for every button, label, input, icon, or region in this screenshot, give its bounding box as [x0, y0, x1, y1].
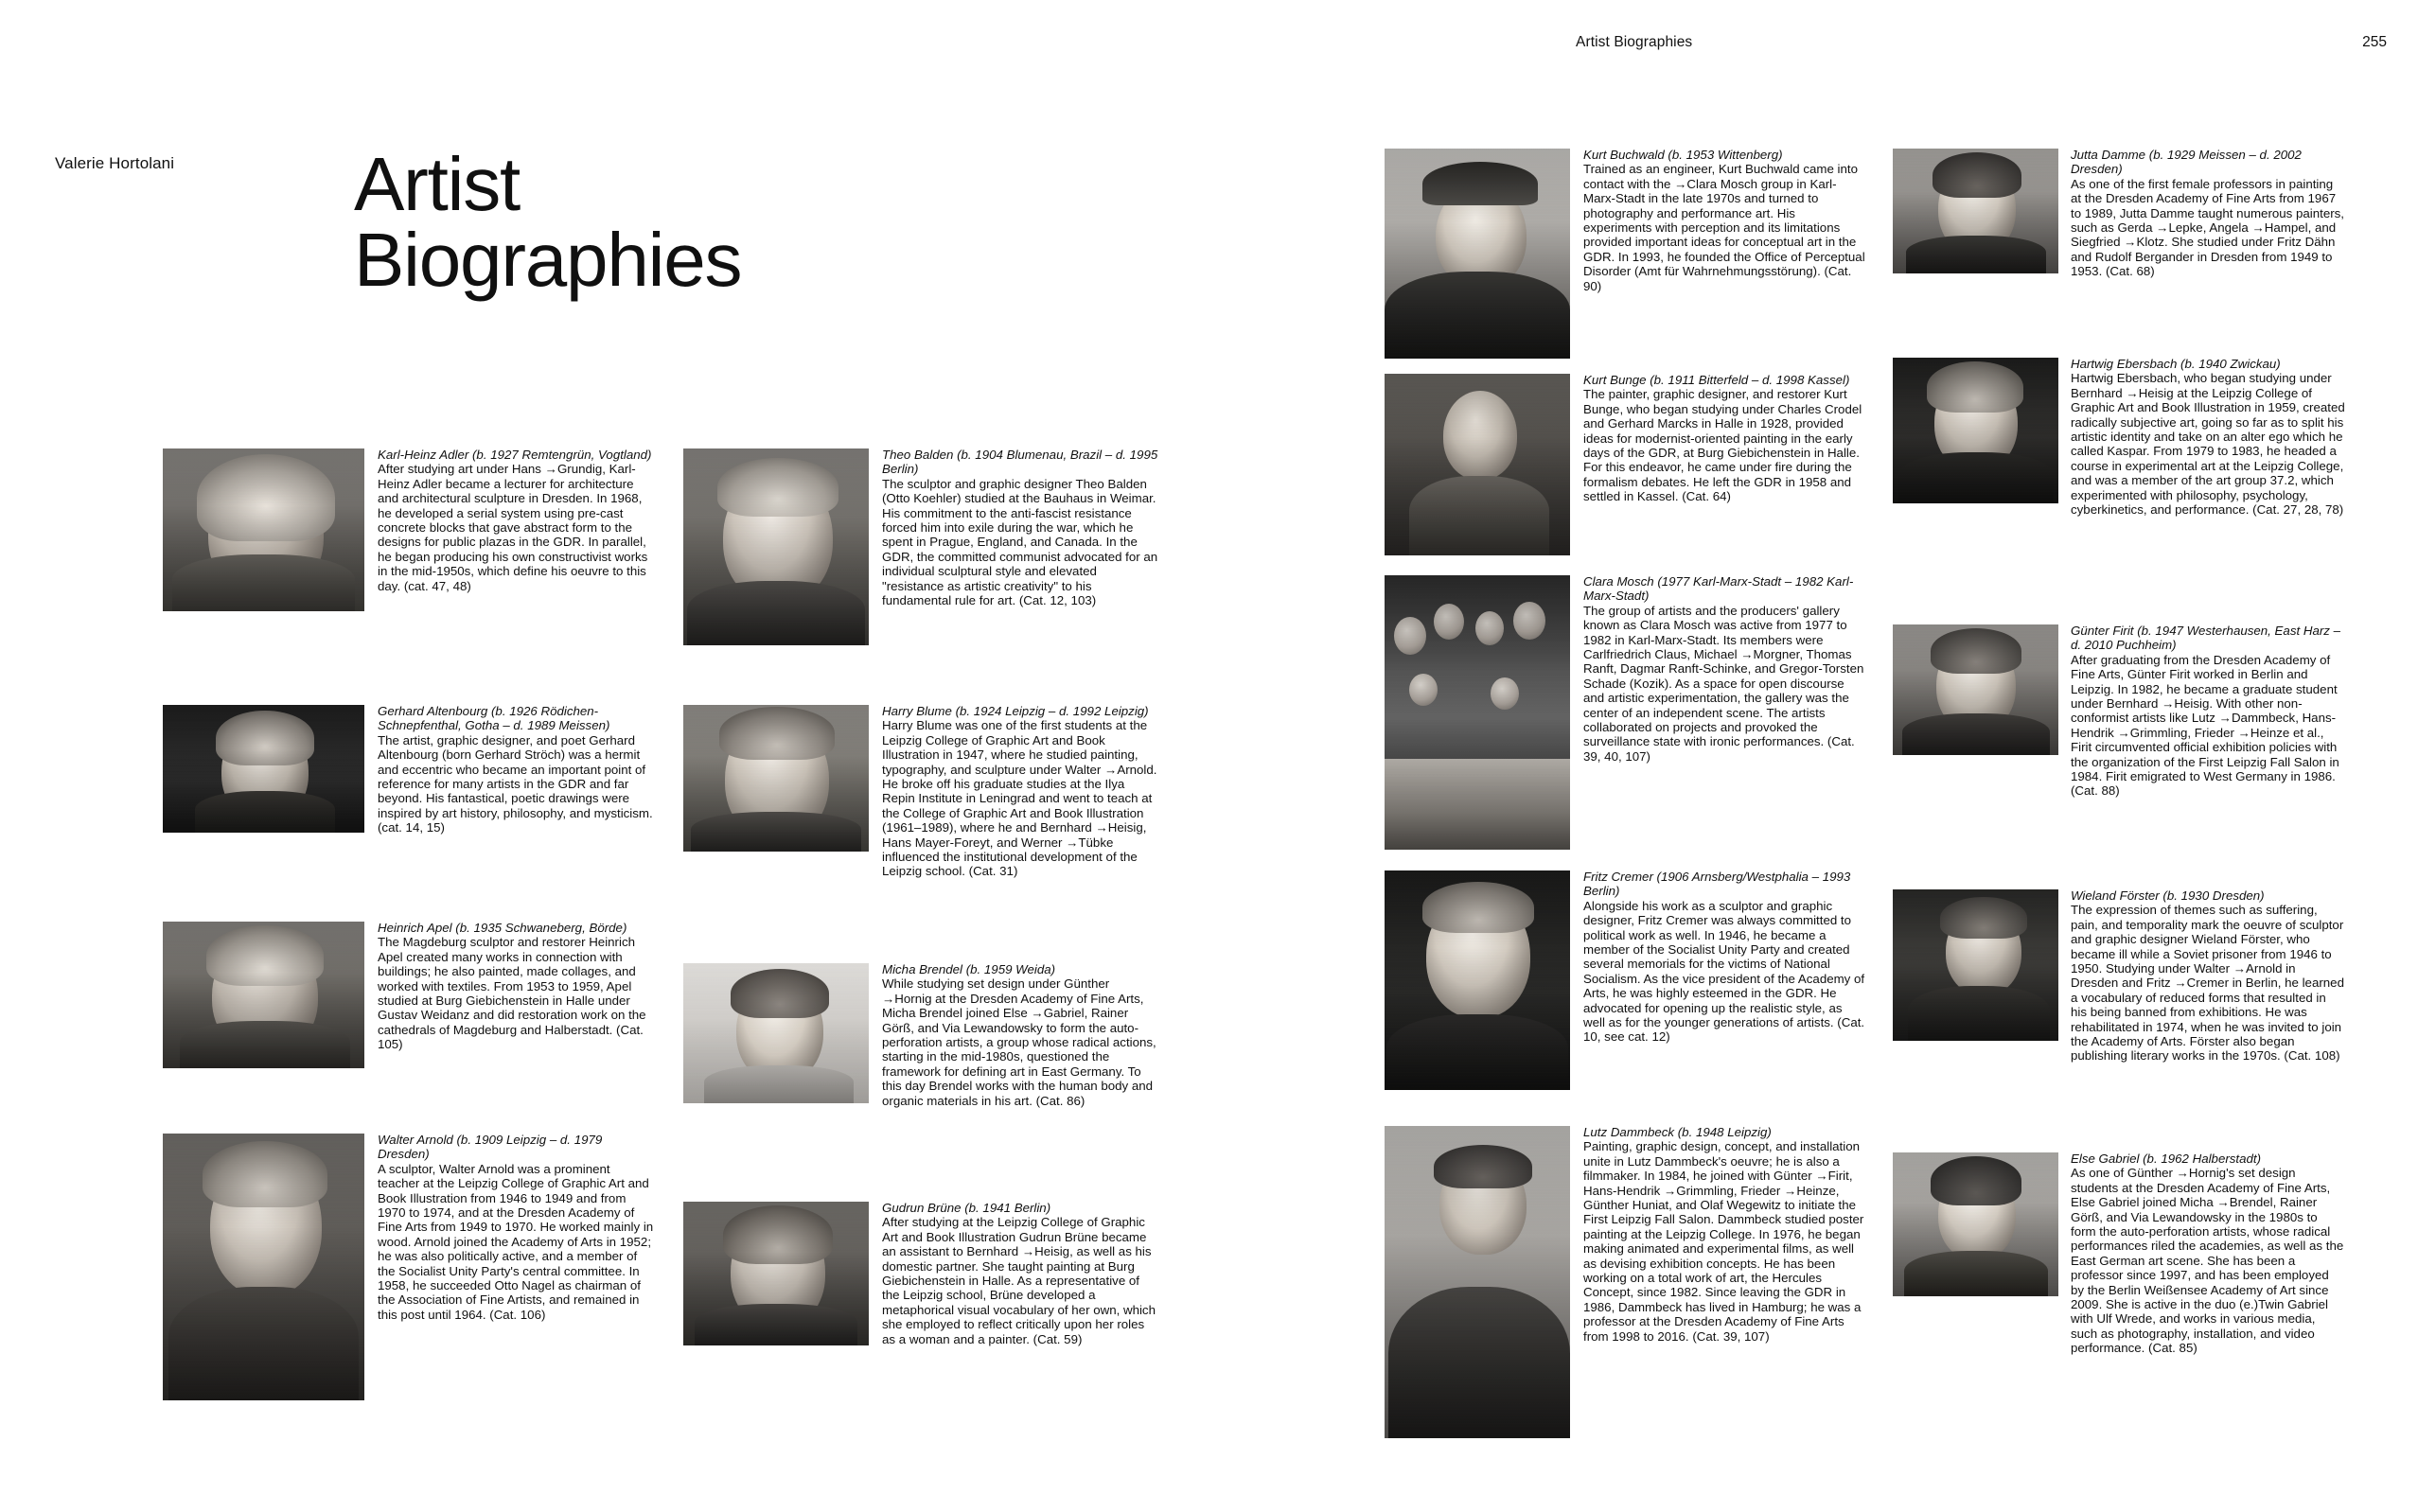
biography-body: Trained as an engineer, Kurt Buchwald came into contact with the →Clara Mosch group in Karl-Marx-Stadt in the late 1970s and turned to photography and performance art. His experiments with perception and its limitations provided important ideas for conceptual art in the GDR. In 1993, he founded the Office of Perceptual Disorder (Amt für Wahrnehmungsstörung). (Cat. 90) — [1583, 162, 1865, 293]
biography-heading: Jutta Damme (b. 1929 Meissen – d. 2002 Dresden) — [2071, 148, 2302, 177]
biography-body: While studying set design under Günther →Hornig at the Dresden Academy of Fine Arts, Micha Brendel joined Else →Gabriel, Rainer Görß, and Via Lewandowsky to form the auto-perforation artists, a group whose radical actions, starting in the mid-1980s, questioned the framework for defining art in East Germany. To this day Brendel works with the human body and organic materials in his art. (Cat. 86) — [882, 976, 1156, 1108]
biography-heading: Micha Brendel (b. 1959 Weida) — [882, 962, 1056, 976]
biography-text-heinrich-apel — [378, 921, 654, 1052]
biography-text-gerhard-altenbourg — [378, 704, 654, 835]
biography-body: The expression of themes such as suffering, pain, and temporality mark the oeuvre of sculptor and graphic designer Wieland Förster, who became ill while a Soviet prisoner from 1946 to 1950. Studying under Walter →Arnold in Dresden and Fritz →Cremer in Berlin, he learned a vocabulary of reduced forms that resulted in his being banned from exhibitions. He was rehabilitated in 1974, when he was invited to join the Academy of Arts. Förster also began publishing literary works in the 1970s. (Cat. 108) — [2071, 903, 2344, 1064]
biography-text-kurt-bunge — [1583, 373, 1867, 504]
portrait-photo-wieland-foerster — [1893, 889, 2058, 1041]
biography-body: Harry Blume was one of the first students at the Leipzig College of Graphic Art and Book Illustration in 1947, where he studied painting, typography, and sculpture under Walter →Arnold. He broke off his graduate studies at the Ilya Repin Institute in Leningrad and went to teach at the College of Graphic Art and Book Illustration (1961–1989), where he and Bernhard →Heisig, Hans Mayer-Foreyt, and Werner →Tübke influenced the institutional development of the Leipzig school. (Cat. 31) — [882, 718, 1157, 879]
biography-heading: Lutz Dammbeck (b. 1948 Leipzig) — [1583, 1125, 1772, 1139]
biography-body: As one of the first female professors in painting at the Dresden Academy of Fine Arts from 1967 to 1989, Jutta Damme taught numerous painters, such as Gerda →Lepke, Angela →Hampel, and Siegfried →Klotz. She studied under Fritz Dähn and Rudolf Bergander in Dresden from 1949 to 1953. (Cat. 68) — [2071, 176, 2344, 279]
biography-body: The sculptor and graphic designer Theo Balden (Otto Koehler) studied at the Bauhaus in Weimar. His commitment to the anti-fascist resistance forced him into exile during the war, which he spent in Prague, England, and Canada. In the GDR, the committed communist advocated for an individual sculptural style and elevated "resistance as artistic creativity" to his fundamental rule for art. (Cat. 12, 103) — [882, 476, 1158, 608]
portrait-photo-gudrun-bruene — [683, 1202, 869, 1345]
page-number: 255 — [2362, 34, 2387, 50]
portrait-photo-walter-arnold — [163, 1134, 364, 1400]
biography-text-gudrun-bruene — [882, 1201, 1158, 1346]
biography-text-wieland-foerster — [2071, 888, 2345, 1064]
chapter-author: Valerie Hortolani — [55, 154, 175, 172]
portrait-photo-kurt-bunge — [1385, 374, 1570, 555]
page-title-line-1: Artist — [354, 142, 521, 226]
biography-heading: Hartwig Ebersbach (b. 1940 Zwickau) — [2071, 357, 2281, 371]
portrait-photo-kurt-buchwald — [1385, 149, 1570, 359]
portrait-photo-hartwig-ebersbach — [1893, 358, 2058, 503]
biography-text-fritz-cremer — [1583, 870, 1867, 1045]
biography-text-jutta-damme — [2071, 148, 2345, 279]
portrait-photo-harry-blume — [683, 705, 869, 852]
biography-heading: Walter Arnold (b. 1909 Leipzig – d. 1979 Dresden) — [378, 1133, 603, 1162]
biography-body: Painting, graphic design, concept, and installation unite in Lutz Dammbeck's oeuvre; he is also a filmmaker. In 1984, he joined with Günter →Firit, Hans-Hendrik →Grimmling, Frieder →Heinze, Günther Huniat, and Olaf Wegewitz to initiate the First Leipzig Fall Salon. Dammbeck studied poster painting at the Leipzig College. In 1976, he began making animated and experimental films, as well as devising exhibition concepts. He has been working on a total work of art, the Hercules Concept, since 1982. Since leaving the GDR in 1986, Dammbeck has lived in Hamburg; he was a professor at the Dresden Academy of Fine Arts from 1998 to 2016. (Cat. 39, 107) — [1583, 1139, 1864, 1344]
portrait-photo-heinrich-apel — [163, 922, 364, 1068]
biography-text-clara-mosch — [1583, 574, 1867, 764]
biography-heading: Kurt Buchwald (b. 1953 Wittenberg) — [1583, 148, 1783, 162]
biography-text-harry-blume — [882, 704, 1158, 879]
biography-text-guenter-firit — [2071, 624, 2345, 799]
biography-heading: Karl-Heinz Adler (b. 1927 Remtengrün, Vogtland) — [378, 448, 652, 462]
biography-text-walter-arnold — [378, 1133, 654, 1322]
portrait-photo-theo-balden — [683, 448, 869, 645]
biography-body: The group of artists and the producers' gallery known as Clara Mosch was active from 1977 to 1982 in Karl-Marx-Stadt. Its members were Carlfriedrich Claus, Michael →Morgner, Thomas Ranft, Dagmar Ranft-Schinke, and Gregor-Torsten Schade (Kozik). As a space for open discourse and artistic experimentation, the gallery was the center of an independent scene. The artists collaborated on projects and provoked the surveillance state with ironic performances. (Cat. 39, 40, 107) — [1583, 603, 1864, 764]
page-title — [354, 142, 742, 302]
portrait-photo-micha-brendel — [683, 963, 869, 1103]
running-head — [0, 34, 2418, 53]
biography-body: The artist, graphic designer, and poet Gerhard Altenbourg (born Gerhard Ströch) was a hermit and eccentric who became an important point of reference for many artists in the GDR and far beyond. His fantastical, poetic drawings were inspired by art history, philosophy, and mysticism. (cat. 14, 15) — [378, 732, 653, 835]
page-title-line-2: Biographies — [354, 218, 742, 302]
biography-heading: Wieland Förster (b. 1930 Dresden) — [2071, 888, 2265, 903]
group-photo-clara-mosch — [1385, 575, 1570, 850]
biography-text-theo-balden — [882, 448, 1158, 607]
biography-body: The Magdeburg sculptor and restorer Heinrich Apel created many works in connection with buildings; he also painted, made collages, and worked with textiles. From 1953 to 1959, Apel studied at Burg Giebichenstein in Halle under Gustav Weidanz and did restoration work on the cathedrals of Magdeburg and Halberstadt. (Cat. 105) — [378, 935, 646, 1052]
biography-text-kurt-buchwald — [1583, 148, 1867, 293]
biography-heading: Harry Blume (b. 1924 Leipzig – d. 1992 Leipzig) — [882, 704, 1149, 718]
biography-heading: Gerhard Altenbourg (b. 1926 Rödichen-Schnepfenthal, Gotha – d. 1989 Meissen) — [378, 704, 610, 733]
portrait-photo-guenter-firit — [1893, 624, 2058, 755]
biography-heading: Gudrun Brüne (b. 1941 Berlin) — [882, 1201, 1051, 1215]
portrait-photo-jutta-damme — [1893, 149, 2058, 273]
biography-text-hartwig-ebersbach — [2071, 357, 2345, 517]
biography-heading: Kurt Bunge (b. 1911 Bitterfeld – d. 1998 Kassel) — [1583, 373, 1850, 387]
biography-body: The painter, graphic designer, and restorer Kurt Bunge, who began studying under Charles Crodel and Gerhard Marcks in Halle in 1928, provided ideas for modernist-oriented painting in the early days of the GDR, at Burg Giebichenstein in Halle. For this endeavor, he came under fire during the formalism debates. He left the GDR in 1958 and settled in Kassel. (Cat. 64) — [1583, 387, 1862, 504]
biography-body: After graduating from the Dresden Academy of Fine Arts, Günter Firit worked in Berlin and Leipzig. In 1982, he became a graduate student under Bernhard →Heisig. With other non-conformist artists like Lutz →Dammbeck, Hans-Hendrik →Grimmling, Frieder →Heinze et al., Firit circumvented official exhibition policies with the organization of the First Leipzig Fall Salon in 1984. Firit emigrated to West Germany in 1986. (Cat. 88) — [2071, 652, 2339, 799]
portrait-photo-else-gabriel — [1893, 1152, 2058, 1296]
biography-heading: Heinrich Apel (b. 1935 Schwaneberg, Börde) — [378, 921, 627, 935]
biography-body: After studying art under Hans →Grundig, Karl-Heinz Adler became a lecturer for architecture and architectural sculpture in Dresden. In 1968, he developed a serial system using pre-cast concrete blocks that gave abstract form to the designs for public plazas in the GDR. In parallel, he began producing his own constructivist works in the mid-1950s, which define his oeuvre to this day. (cat. 47, 48) — [378, 462, 648, 593]
biography-text-micha-brendel — [882, 962, 1158, 1108]
biography-heading: Else Gabriel (b. 1962 Halberstadt) — [2071, 1152, 2262, 1166]
biography-heading: Theo Balden (b. 1904 Blumenau, Brazil – d. 1995 Berlin) — [882, 448, 1158, 477]
biography-heading: Clara Mosch (1977 Karl-Marx-Stadt – 1982 Karl-Marx-Stadt) — [1583, 574, 1854, 604]
biography-body: As one of Günther →Hornig's set design students at the Dresden Academy of Fine Arts, Else Gabriel joined Micha →Brendel, Rainer Görß, and Via Lewandowsky in the 1980s to form the auto-perforation artists, whose radical performances riled the academies, as well as the East German art scene. She has been a professor since 1997, and has been employed by the Berlin Weißensee Academy of Art since 2009. She is active in the duo (e.)Twin Gabriel with Ulf Wrede, and works in various media, such as photography, installation, and video performance. (Cat. 85) — [2071, 1166, 2344, 1356]
biography-body: Hartwig Ebersbach, who began studying under Bernhard →Heisig at the Leipzig College of Graphic Art and Book Illustration in 1959, created radically subjective art, going so far as to split his artistic identity and take on an alter ego which he called Kaspar. From 1979 to 1983, he headed a course in experimental art at the Leipzig College, and was a member of the art group 37.2, which experimented with philosophy, psychology, cyberkinetics, and performance. (Cat. 27, 28, 78) — [2071, 371, 2345, 518]
biography-text-lutz-dammbeck — [1583, 1125, 1867, 1344]
biography-body: After studying at the Leipzig College of Graphic Art and Book Illustration Gudrun Brüne became an assistant to Bernhard →Heisig, as well as his domestic partner. She taught painting at Burg Giebichenstein in Halle. As a representative of the Leipzig school, Brüne developed a metaphorical visual vocabulary of her own, which she employed to reflect critically upon her roles as a woman and a painter. (Cat. 59) — [882, 1215, 1156, 1346]
biography-body: Alongside his work as a sculptor and graphic designer, Fritz Cremer was always committed to political work as well. In 1946, he became a member of the Socialist Unity Party and created several memorials for the victims of National Socialism. As the vice president of the Academy of Arts, he was highly esteemed in the GDR. He advocated for opening up the realistic style, as well as for the younger generations of artists. (Cat. 10, see cat. 12) — [1583, 898, 1865, 1045]
biography-heading: Günter Firit (b. 1947 Westerhausen, East Harz – d. 2010 Puchheim) — [2071, 624, 2341, 653]
biography-body: A sculptor, Walter Arnold was a prominent teacher at the Leipzig College of Graphic Art and Book Illustration from 1946 to 1949 and from 1970 to 1974, and at the Dresden Academy of Fine Arts from 1949 to 1970. He worked mainly in wood. Arnold joined the Academy of Arts in 1952; he was also politically active, and a member of the Socialist Unity Party's central committee. In 1958, he succeeded Otto Nagel as chairman of the Association of Fine Artists, and remained in this post until 1964. (Cat. 106) — [378, 1161, 654, 1322]
portrait-photo-lutz-dammbeck — [1385, 1126, 1570, 1438]
portrait-photo-gerhard-altenbourg — [163, 705, 364, 833]
biography-text-karl-heinz-adler — [378, 448, 654, 593]
biography-text-else-gabriel — [2071, 1152, 2345, 1356]
running-head-title: Artist Biographies — [1576, 34, 1693, 50]
biography-heading: Fritz Cremer (1906 Arnsberg/Westphalia – 1993 Berlin) — [1583, 870, 1851, 899]
portrait-photo-karl-heinz-adler — [163, 448, 364, 611]
portrait-photo-fritz-cremer — [1385, 870, 1570, 1090]
